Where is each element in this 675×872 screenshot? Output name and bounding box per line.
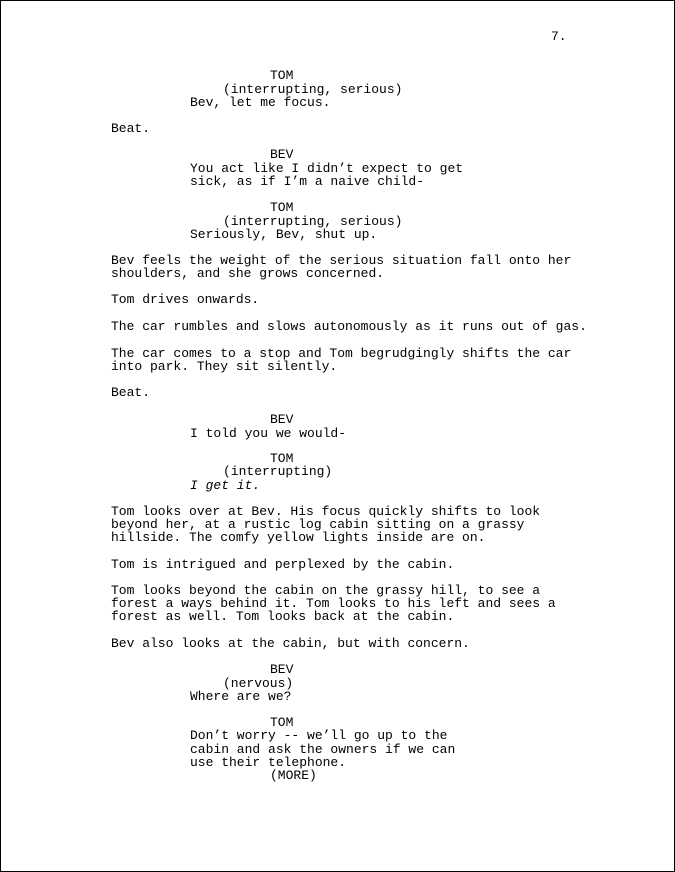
character-cue: BEV bbox=[270, 147, 294, 162]
parenthetical: (interrupting, serious) bbox=[223, 214, 403, 229]
action-line: forest as well. Tom looks back at the cabin. bbox=[111, 609, 455, 624]
dialogue-line: I get it. bbox=[190, 478, 261, 493]
dialogue-line: Bev, let me focus. bbox=[190, 95, 331, 110]
action-line: Tom is intrigued and perplexed by the cabin. bbox=[111, 557, 455, 572]
character-cue: TOM bbox=[270, 68, 294, 83]
parenthetical: (interrupting) bbox=[223, 464, 333, 479]
action-line: Beat. bbox=[111, 121, 151, 136]
action-line: Beat. bbox=[111, 385, 151, 400]
action-line: shoulders, and she grows concerned. bbox=[111, 266, 385, 281]
dialogue-line: use their telephone. bbox=[190, 755, 347, 770]
action-line: hillside. The comfy yellow lights inside are on. bbox=[111, 530, 486, 545]
dialogue-line: You act like I didn’t expect to get bbox=[190, 161, 464, 176]
page-number: 7. bbox=[551, 29, 567, 44]
action-line: The car comes to a stop and Tom begrudgingly shifts the car bbox=[111, 346, 572, 361]
character-cue: TOM bbox=[270, 451, 294, 466]
action-line: beyond her, at a rustic log cabin sitting on a grassy bbox=[111, 517, 525, 532]
dialogue-line: I told you we would- bbox=[190, 426, 347, 441]
action-line: Tom drives onwards. bbox=[111, 292, 260, 307]
action-line: into park. They sit silently. bbox=[111, 359, 338, 374]
dialogue-line: cabin and ask the owners if we can bbox=[190, 742, 456, 757]
parenthetical: (nervous) bbox=[223, 676, 294, 691]
action-line: Tom looks beyond the cabin on the grassy hill, to see a bbox=[111, 583, 541, 598]
action-line: forest a ways behind it. Tom looks to his left and sees a bbox=[111, 596, 556, 611]
dialogue-line: Where are we? bbox=[190, 689, 292, 704]
action-line: Tom looks over at Bev. His focus quickly shifts to look bbox=[111, 504, 541, 519]
character-cue: (MORE) bbox=[270, 768, 317, 783]
action-line: Bev also looks at the cabin, but with concern. bbox=[111, 636, 470, 651]
action-line: Bev feels the weight of the serious situation fall onto her bbox=[111, 253, 572, 268]
character-cue: TOM bbox=[270, 200, 294, 215]
character-cue: BEV bbox=[270, 662, 294, 677]
dialogue-line: sick, as if I’m a naive child- bbox=[190, 174, 425, 189]
action-line: The car rumbles and slows autonomously as it runs out of gas. bbox=[111, 319, 587, 334]
dialogue-line: Don’t worry -- we’ll go up to the bbox=[190, 728, 448, 743]
parenthetical: (interrupting, serious) bbox=[223, 82, 403, 97]
dialogue-line: Seriously, Bev, shut up. bbox=[190, 227, 378, 242]
character-cue: BEV bbox=[270, 412, 294, 427]
character-cue: TOM bbox=[270, 715, 294, 730]
